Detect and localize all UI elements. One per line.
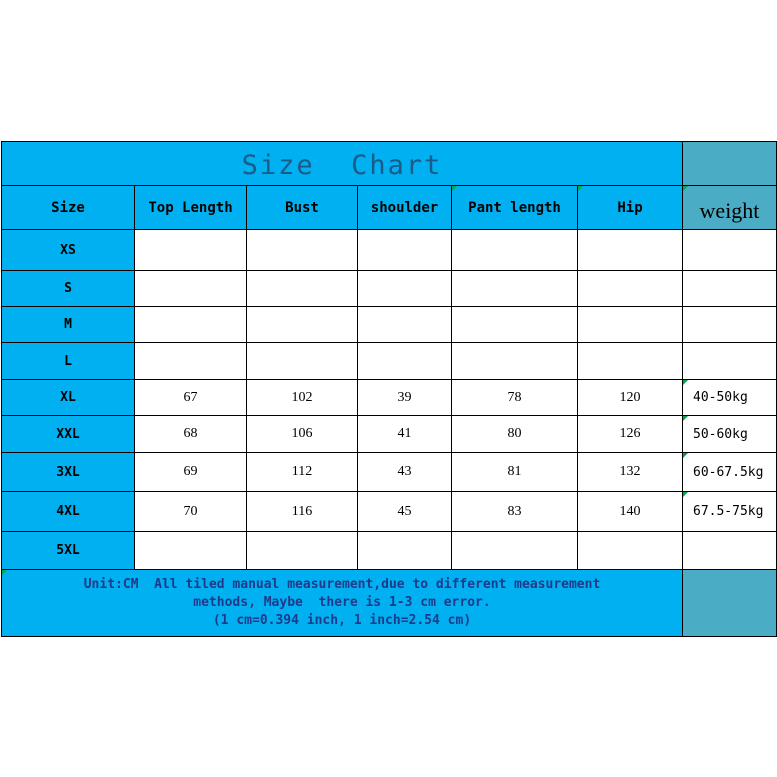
cell-corner-marker <box>683 380 688 385</box>
header-top-length: Top Length <box>135 186 247 230</box>
row-pant-cell <box>452 532 578 570</box>
row-weight-cell <box>683 307 777 343</box>
row-shoulder-cell <box>358 230 452 271</box>
note-side-cell <box>683 570 777 637</box>
row-shoulder-cell <box>358 343 452 380</box>
size-cell: XXL <box>2 416 135 453</box>
row-hip-cell: 132 <box>578 453 683 492</box>
row-bust-cell <box>247 343 358 380</box>
row-shoulder-cell <box>358 307 452 343</box>
size-cell: 5XL <box>2 532 135 570</box>
note-line1: Unit:CM All tiled manual measurement,due to different measurement <box>83 577 601 592</box>
row-weight-cell <box>683 532 777 570</box>
cell-corner-marker <box>683 453 688 458</box>
size-cell: L <box>2 343 135 380</box>
row-hip-cell: 140 <box>578 492 683 532</box>
row-shoulder-cell: 43 <box>358 453 452 492</box>
row-top-cell: 67 <box>135 380 247 416</box>
size-cell: XS <box>2 230 135 271</box>
row-pant-cell <box>452 307 578 343</box>
row-pant-cell <box>452 230 578 271</box>
cell-corner-marker <box>683 416 688 421</box>
header-size: Size <box>2 186 135 230</box>
row-pant-cell: 78 <box>452 380 578 416</box>
row-shoulder-cell: 41 <box>358 416 452 453</box>
row-bust-cell: 112 <box>247 453 358 492</box>
row-top-cell <box>135 343 247 380</box>
row-top-cell <box>135 307 247 343</box>
row-bust-cell: 106 <box>247 416 358 453</box>
row-weight-cell: 40-50kg <box>683 380 777 416</box>
note-line2: methods, Maybe there is 1-3 cm error. <box>193 595 491 610</box>
title-side-cell <box>683 142 777 186</box>
row-top-cell: 69 <box>135 453 247 492</box>
row-weight-cell: 60-67.5kg <box>683 453 777 492</box>
row-pant-cell <box>452 271 578 307</box>
row-top-cell <box>135 271 247 307</box>
cell-corner-marker <box>683 186 688 191</box>
row-bust-cell <box>247 271 358 307</box>
cell-corner-marker <box>578 186 583 191</box>
size-cell: M <box>2 307 135 343</box>
size-cell: S <box>2 271 135 307</box>
row-weight-cell: 67.5-75kg <box>683 492 777 532</box>
row-pant-cell: 83 <box>452 492 578 532</box>
row-shoulder-cell: 45 <box>358 492 452 532</box>
row-hip-cell <box>578 343 683 380</box>
row-weight-cell: 50-60kg <box>683 416 777 453</box>
cell-corner-marker <box>452 186 457 191</box>
row-top-cell <box>135 230 247 271</box>
row-top-cell <box>135 532 247 570</box>
row-hip-cell: 120 <box>578 380 683 416</box>
row-weight-cell <box>683 271 777 307</box>
row-bust-cell <box>247 532 358 570</box>
header-pant-length: Pant length <box>452 186 578 230</box>
header-bust: Bust <box>247 186 358 230</box>
row-shoulder-cell: 39 <box>358 380 452 416</box>
row-weight-cell <box>683 343 777 380</box>
row-shoulder-cell <box>358 271 452 307</box>
size-cell: 3XL <box>2 453 135 492</box>
header-shoulder: shoulder <box>358 186 452 230</box>
row-bust-cell: 102 <box>247 380 358 416</box>
row-weight-cell <box>683 230 777 271</box>
size-cell: 4XL <box>2 492 135 532</box>
measurement-note <box>2 570 683 637</box>
size-cell: XL <box>2 380 135 416</box>
row-hip-cell <box>578 307 683 343</box>
row-hip-cell <box>578 532 683 570</box>
row-pant-cell: 80 <box>452 416 578 453</box>
row-shoulder-cell <box>358 532 452 570</box>
row-bust-cell: 116 <box>247 492 358 532</box>
chart-title: Size Chart <box>2 142 683 186</box>
row-hip-cell: 126 <box>578 416 683 453</box>
row-bust-cell <box>247 307 358 343</box>
row-top-cell: 70 <box>135 492 247 532</box>
header-weight: weight <box>683 186 777 230</box>
row-pant-cell: 81 <box>452 453 578 492</box>
row-bust-cell <box>247 230 358 271</box>
cell-corner-marker <box>683 492 688 497</box>
row-hip-cell <box>578 230 683 271</box>
row-pant-cell <box>452 343 578 380</box>
header-hip: Hip <box>578 186 683 230</box>
note-line3: (1 cm=0.394 inch, 1 inch=2.54 cm) <box>212 613 472 628</box>
row-top-cell: 68 <box>135 416 247 453</box>
row-hip-cell <box>578 271 683 307</box>
cell-corner-marker <box>2 570 7 575</box>
